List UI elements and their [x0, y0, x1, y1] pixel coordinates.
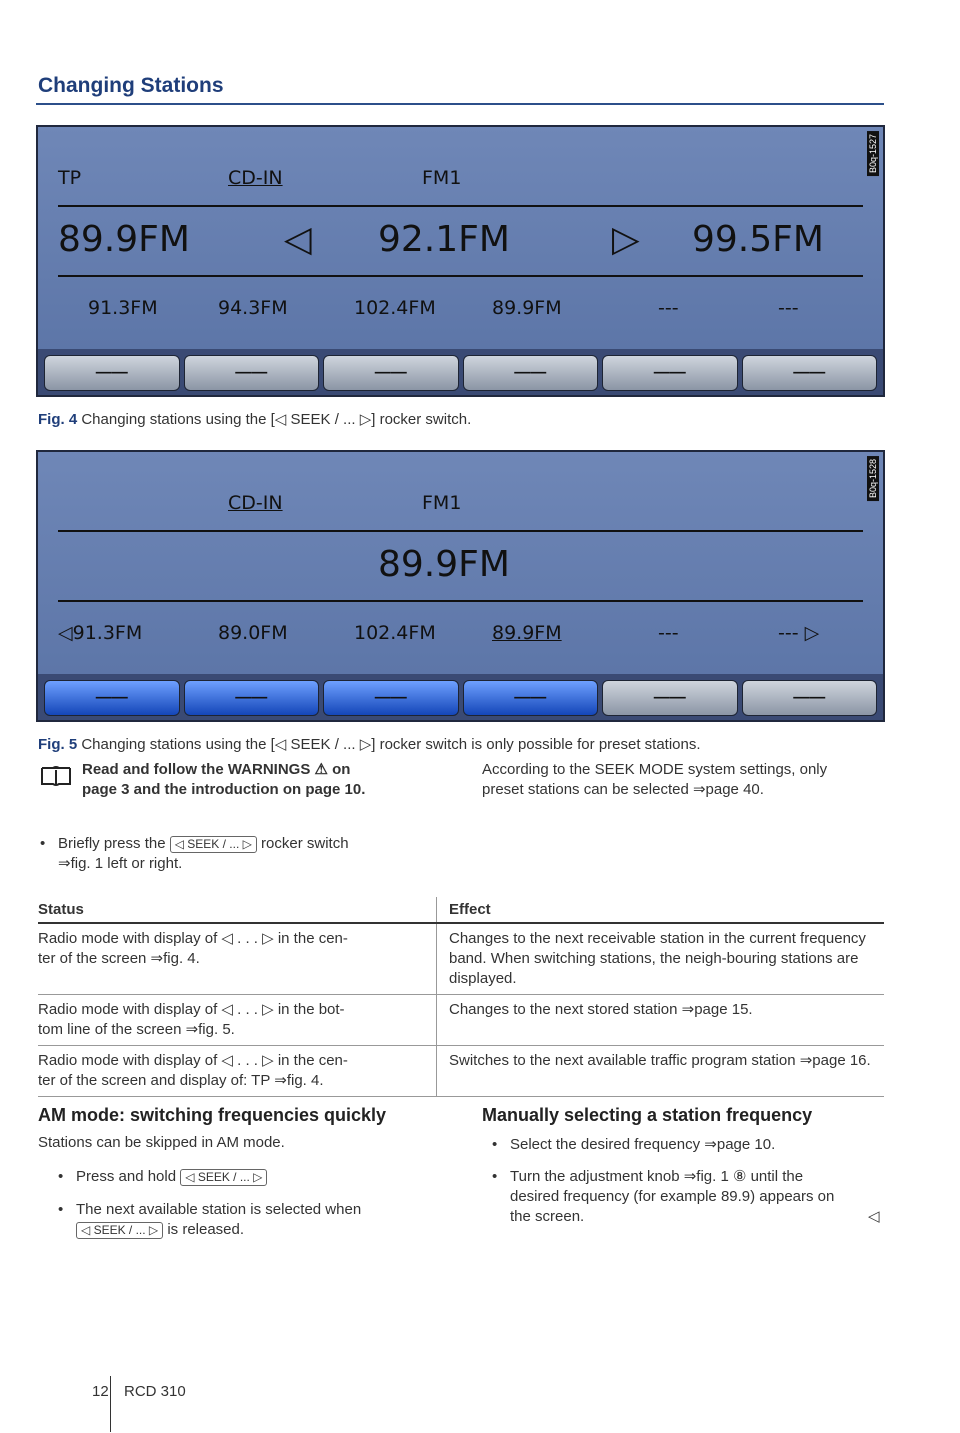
fig5-softkey-row — [44, 680, 877, 716]
row2-status-line2: tom line of the screen ⇒fig. 5. — [38, 1021, 235, 1038]
manual-bullet2-line1: Turn the adjustment knob ⇒fig. 1 ⑧ until the — [510, 1168, 804, 1185]
fig5-preset-2: 89.0FM — [218, 622, 288, 644]
fig5-softkey-4[interactable]: —— — [463, 680, 599, 716]
status-column-header: Status — [38, 897, 437, 923]
warning-note-line1: Read and follow the WARNINGS ⚠ on — [82, 761, 351, 778]
fig5-current-frequency: 89.9FM — [378, 544, 510, 585]
footer-divider — [110, 1376, 111, 1432]
fig4-caption — [38, 410, 471, 428]
am-bullet1-text: Press and hold — [76, 1168, 177, 1185]
fig4-prev-frequency: 89.9FM — [58, 219, 190, 260]
fig4-softkey-2[interactable]: —— — [184, 355, 320, 391]
fig5-band-label: FM1 — [422, 492, 462, 514]
fig4-softkey-6[interactable]: —— — [742, 355, 878, 391]
fig5-preset-5: --- — [658, 622, 679, 644]
seek-mode-note-line1: According to the SEEK MODE system settings, only — [482, 761, 828, 778]
fig4-band-label: FM1 — [422, 167, 462, 189]
fig4-softkey-4[interactable]: —— — [463, 355, 599, 391]
manual-bullet-select: • Select the desired frequency ⇒page 10. — [510, 1135, 775, 1155]
fig4-divider-top — [58, 205, 863, 207]
fig4-caption-text: Changing stations using the [◁ SEEK / ... ▷] rocker switch. — [81, 411, 472, 428]
am-bullet2-text-b: is released. — [167, 1221, 245, 1238]
fig5-preset-6: --- ▷ — [778, 622, 820, 644]
fig4-source-label: CD-IN — [228, 167, 283, 189]
footer-model: RCD 310 — [124, 1383, 186, 1400]
fig5-divider-bottom — [58, 600, 863, 602]
fig4-right-arrow-icon: ▷ — [612, 219, 640, 260]
row3-effect: Switches to the next available traffic program station ⇒page 16. — [437, 1046, 885, 1097]
row1-status-line2: ter of the screen ⇒fig. 4. — [38, 950, 200, 967]
table-row — [38, 995, 884, 1046]
am-seek-key-1: ◁ SEEK / ... ▷ — [180, 1169, 267, 1186]
am-mode-text: Stations can be skipped in AM mode. — [38, 1134, 285, 1151]
fig5-softkey-2[interactable]: —— — [184, 680, 320, 716]
fig5-preset-4: 89.9FM — [492, 622, 562, 644]
row3-status-line1: Radio mode with display of ◁ . . . ▷ in the cen- — [38, 1052, 348, 1069]
press-seek-text-a: Briefly press the — [58, 835, 166, 852]
fig4-softkey-3[interactable]: —— — [323, 355, 459, 391]
fig4-preset-6: --- — [778, 297, 799, 319]
status-effect-table — [38, 897, 884, 1097]
seek-rocker-key: ◁ SEEK / ... ▷ — [170, 836, 257, 853]
fig5-caption — [38, 735, 701, 753]
row1-status-line1: Radio mode with display of ◁ . . . ▷ in the cen- — [38, 930, 348, 947]
fig4-current-frequency: 92.1FM — [378, 219, 510, 260]
press-seek-text-b: rocker switch — [261, 835, 349, 852]
row2-effect: Changes to the next stored station ⇒page 15. — [437, 995, 885, 1046]
fig4-tp-label: TP — [58, 167, 82, 189]
table-row — [38, 923, 884, 995]
row2-status-line1: Radio mode with display of ◁ . . . ▷ in the bot- — [38, 1001, 345, 1018]
press-seek-text-c: ⇒fig. 1 left or right. — [58, 855, 183, 872]
fig4-image-code: B0q-1527 — [867, 131, 879, 176]
manual-frequency-heading: Manually selecting a station frequency — [482, 1105, 813, 1125]
fig4-softkey-row — [44, 355, 877, 391]
section-end-icon: ◁ — [868, 1208, 880, 1225]
am-bullet2-text-a: The next available station is selected when — [76, 1201, 362, 1218]
warning-note-line2: page 3 and the introduction on page 10. — [82, 781, 366, 798]
seek-mode-note-line2: preset stations can be selected ⇒page 40. — [482, 781, 764, 798]
fig5-radio-display — [36, 450, 885, 722]
am-bullet-next-station — [76, 1200, 436, 1240]
fig5-caption-text: Changing stations using the [◁ SEEK / ... ▷] rocker switch is only possible for preset stations. — [81, 736, 701, 753]
title-rule — [36, 103, 884, 105]
fig4-radio-display — [36, 125, 885, 397]
fig4-left-arrow-icon: ◁ — [284, 219, 312, 260]
fig4-divider-bottom — [58, 275, 863, 277]
fig4-preset-2: 94.3FM — [218, 297, 288, 319]
fig5-caption-label: Fig. 5 — [38, 736, 78, 753]
fig5-preset-3: 102.4FM — [354, 622, 436, 644]
fig4-preset-1: 91.3FM — [88, 297, 158, 319]
row1-effect: Changes to the next receivable station in the current frequency band. When switching stations, the neigh-bouring stations are displayed. — [437, 923, 885, 995]
effect-column-header: Effect — [437, 897, 885, 923]
fig5-softkey-1[interactable]: —— — [44, 680, 180, 716]
am-mode-heading: AM mode: switching frequencies quickly — [38, 1105, 387, 1125]
fig5-source-label: CD-IN — [228, 492, 283, 514]
press-seek-bullet — [58, 834, 438, 874]
fig5-softkey-5[interactable]: —— — [602, 680, 738, 716]
row3-status-line2: ter of the screen and display of: TP ⇒fig. 4. — [38, 1072, 324, 1089]
fig4-softkey-1[interactable]: —— — [44, 355, 180, 391]
fig5-preset-1: ◁91.3FM — [58, 622, 143, 644]
fig5-softkey-3[interactable]: —— — [323, 680, 459, 716]
manual-book-icon — [40, 764, 72, 788]
page-title: Changing Stations — [38, 74, 224, 97]
fig4-preset-3: 102.4FM — [354, 297, 436, 319]
fig5-softkey-6[interactable]: —— — [742, 680, 878, 716]
manual-bullet2-line3: the screen. — [510, 1208, 585, 1225]
page-number: 12 — [92, 1383, 109, 1400]
manual-bullet2-line2: desired frequency (for example 89.9) appears on — [510, 1188, 835, 1205]
table-row — [38, 1046, 884, 1097]
am-seek-key-2: ◁ SEEK / ... ▷ — [76, 1222, 163, 1239]
fig4-next-frequency: 99.5FM — [692, 219, 824, 260]
fig5-divider-top — [58, 530, 863, 532]
manual-bullet-turn-knob — [510, 1167, 880, 1227]
fig4-softkey-5[interactable]: —— — [602, 355, 738, 391]
fig4-preset-5: --- — [658, 297, 679, 319]
fig4-caption-label: Fig. 4 — [38, 411, 78, 428]
fig5-image-code: B0q-1528 — [867, 456, 879, 501]
am-bullet-press-hold — [76, 1167, 267, 1187]
fig4-preset-4: 89.9FM — [492, 297, 562, 319]
